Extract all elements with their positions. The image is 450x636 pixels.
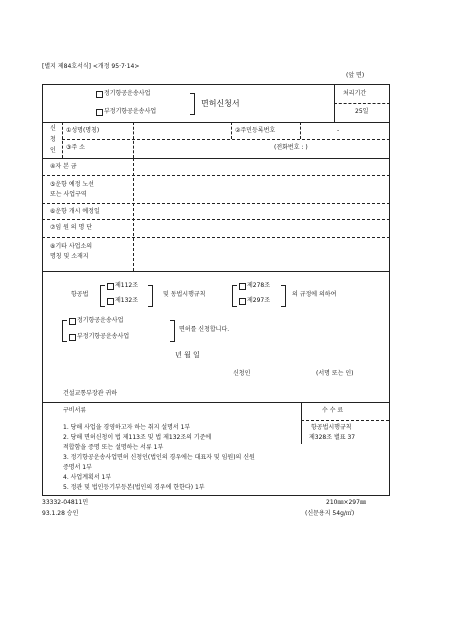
frame-left-border — [42, 84, 43, 495]
business-brace-right — [170, 320, 175, 342]
unscheduled-checkbox[interactable] — [96, 109, 103, 116]
decl-option-scheduled: 정기항공운송사업 — [77, 317, 124, 324]
document-item: 2. 당해 면허신청이 법 제113조 및 법 제132조의 기준에 — [63, 434, 212, 441]
decl-unscheduled-checkbox[interactable] — [69, 334, 76, 341]
footer-approval: 93.1.28 승인 — [42, 510, 79, 517]
applicant-bottom-line — [42, 158, 390, 159]
article-112-checkbox[interactable] — [107, 283, 114, 290]
declaration-bottom-line — [42, 402, 390, 403]
scheduled-checkbox[interactable] — [96, 91, 103, 98]
capital-bottom-line — [42, 175, 390, 176]
processing-period-value: 25일 — [355, 108, 369, 115]
article-112-label: 제112조 — [115, 282, 139, 289]
footer-code: 33332-04811민 — [42, 499, 89, 506]
frame-top-border — [42, 84, 390, 85]
rule-brace-right — [281, 285, 286, 307]
declaration-date: 년 월 일 — [175, 351, 200, 359]
applicant-col-divider — [62, 122, 63, 158]
decl-scheduled-checkbox[interactable] — [69, 318, 76, 325]
route-label-line2: 또는 사업구역 — [50, 191, 87, 198]
applicant-label-divider — [133, 122, 134, 158]
resident-value-divider — [300, 122, 301, 139]
article-297-label: 제297조 — [247, 297, 271, 304]
article-132-checkbox[interactable] — [107, 298, 114, 305]
documents-header: 구비서류 — [63, 407, 87, 414]
apply-text: 면허를 신청합니다. — [179, 326, 230, 333]
route-label-line1: ⑤운항 예정 노선 — [50, 181, 94, 188]
document-item: 5. 정관 및 법인등기부등본(법인의 경우에 한한다) 1부 — [63, 484, 205, 491]
title-option-scheduled: 정기항공운송사업 — [104, 90, 151, 97]
law-brace-right — [148, 285, 153, 307]
fee-line2: 제328조 별표 37 — [309, 434, 356, 441]
enforcement-text: 및 동법시행규칙 — [163, 291, 206, 298]
applicant-label-1: 신 — [50, 125, 56, 132]
name-label: ①성명(명칭) — [66, 127, 100, 134]
addressee: 건설교통부장관 귀하 — [63, 390, 118, 397]
frame-right-border — [389, 84, 390, 495]
article-278-label: 제278조 — [247, 282, 271, 289]
applicant-label-3: 인 — [50, 147, 56, 154]
according-to-text: 의 규정에 의하여 — [292, 291, 337, 298]
resident-number-label: ②주민등록번호 — [235, 127, 276, 134]
decl-option-unscheduled: 부정기항공운송사업 — [77, 333, 130, 340]
applicant-label-2: 청 — [50, 136, 56, 143]
side-label: (앞 면) — [346, 72, 365, 79]
form-number: [별지 제84호서식] <개정 95·7·14> — [42, 63, 140, 70]
applicant-sign-label: 신청인 — [233, 370, 251, 377]
phone-label: (전화번호 : ) — [274, 144, 308, 151]
resident-number-value: - — [337, 127, 340, 134]
branches-label-line2: 명칭 및 소재지 — [50, 253, 89, 260]
article-132-label: 제132조 — [115, 297, 139, 304]
officers-bottom-line — [42, 237, 390, 238]
fields-bottom-line — [42, 271, 390, 272]
resident-divider — [231, 122, 232, 139]
capital-label: ④자 본 금 — [50, 163, 77, 170]
footer-paper-type: (신문용지 54g/㎡) — [305, 510, 355, 517]
form-title: 면허신청서 — [201, 99, 240, 108]
title-brace — [190, 93, 195, 115]
document-item: 4. 사업계획서 1부 — [63, 474, 112, 481]
title-bottom-line — [42, 122, 390, 123]
fee-header: 수 수 료 — [322, 407, 344, 414]
business-brace-left — [62, 320, 67, 342]
frame-bottom-border — [42, 495, 390, 496]
fee-line1: 항공법시행규칙 — [311, 424, 352, 431]
officers-label: ⑦임 원 의 명 단 — [50, 224, 92, 231]
document-item: 1. 당해 사업을 경영하고자 하는 취지 설명서 1부 — [63, 424, 191, 431]
applicant-mid-line — [62, 139, 390, 140]
branches-label-line1: ⑧기타 사업소의 — [50, 243, 93, 250]
signature-label: (서명 또는 인) — [316, 370, 354, 377]
title-option-unscheduled: 부정기항공운송사업 — [104, 108, 157, 115]
document-item: 적합함을 증명 또는 설명하는 서류 1부 — [63, 444, 164, 451]
rule-brace-left — [232, 285, 237, 307]
law-brace-left — [100, 285, 105, 307]
start-date-bottom-line — [42, 219, 390, 220]
address-label: ③주 소 — [66, 144, 85, 151]
document-item: 증명서 1부 — [63, 464, 92, 471]
aviation-law-text: 항공법 — [71, 291, 89, 298]
start-date-label: ⑥운항 개시 예정일 — [50, 208, 100, 215]
route-bottom-line — [42, 203, 390, 204]
article-278-checkbox[interactable] — [239, 283, 246, 290]
fee-divider — [301, 402, 302, 444]
processing-period-label: 처리기간 — [343, 90, 367, 97]
fee-header-line — [301, 420, 389, 421]
footer-paper-size: 210㎜×297㎜ — [326, 499, 366, 506]
article-297-checkbox[interactable] — [239, 298, 246, 305]
document-item: 3. 정기항공운송사업면허 신청인(법인의 경우에는 대표자 및 임원)의 신원 — [63, 454, 255, 461]
processing-inner-line — [334, 103, 390, 104]
